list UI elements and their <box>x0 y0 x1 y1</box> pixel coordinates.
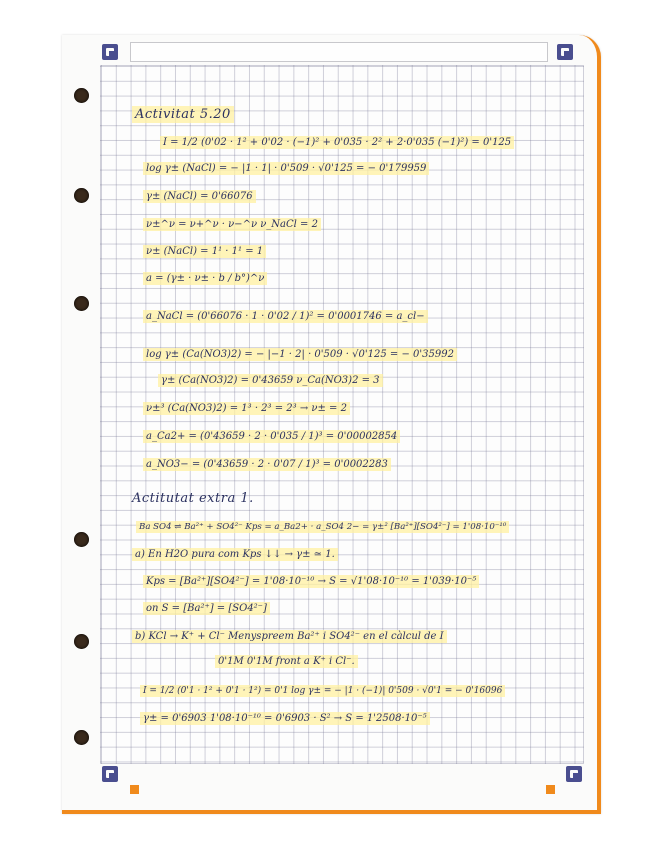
orange-square-icon <box>546 785 555 794</box>
equation-line: ν± (NaCl) = 1¹ · 1¹ = 1 <box>143 245 266 259</box>
binder-hole-icon <box>74 532 89 547</box>
corner-logo-icon <box>566 766 582 782</box>
section-title: Actitutat extra 1. <box>132 491 254 506</box>
binder-hole-icon <box>74 730 89 745</box>
equation-line: 0'1M 0'1M front a K⁺ i Cl⁻. <box>215 655 358 669</box>
binder-hole-icon <box>74 188 89 203</box>
equation-line: log γ± (NaCl) = − |1 · 1| · 0'509 · √0'125 = − 0'179959 <box>143 162 429 176</box>
binder-hole-icon <box>74 634 89 649</box>
equation-line: a_NaCl = (0'66076 · 1 · 0'02 / 1)² = 0'0001746 = a_cl− <box>143 310 428 324</box>
equation-line: log γ± (Ca(NO3)2) = − |−1 · 2| · 0'509 · √0'125 = − 0'35992 <box>143 348 457 362</box>
equation-line: γ± (NaCl) = 0'66076 <box>143 190 256 204</box>
corner-logo-icon <box>102 44 118 60</box>
header-bar <box>130 42 548 62</box>
section-title: Activitat 5.20 <box>132 108 234 122</box>
corner-logo-icon <box>557 44 573 60</box>
equation-line: I = 1/2 (0'02 · 1² + 0'02 · (−1)² + 0'035 · 2² + 2·0'035 (−1)²) = 0'125 <box>160 136 514 150</box>
binder-hole-icon <box>74 88 89 103</box>
equation-line: a_NO3− = (0'43659 · 2 · 0'07 / 1)³ = 0'0002283 <box>143 458 391 472</box>
equation-line: γ± = 0'6903 1'08·10⁻¹⁰ = 0'6903 · S² → S = 1'2508·10⁻⁵ <box>140 712 430 726</box>
equation-line: a_Ca2+ = (0'43659 · 2 · 0'035 / 1)³ = 0'00002854 <box>143 430 400 444</box>
orange-square-icon <box>130 785 139 794</box>
equation-line: ν±^ν = ν+^ν · ν−^ν ν_NaCl = 2 <box>143 218 321 232</box>
equation-line: a) En H2O pura com Kps ↓↓ → γ± ≃ 1. <box>132 548 338 562</box>
equation-line: Kps = [Ba²⁺][SO4²⁻] = 1'08·10⁻¹⁰ → S = √1'08·10⁻¹⁰ = 1'039·10⁻⁵ <box>143 575 479 589</box>
equation-line: I = 1/2 (0'1 · 1² + 0'1 · 1²) = 0'1 log γ± = − |1 · (−1)| 0'509 · √0'1 = − 0'16096 <box>140 684 505 698</box>
equation-line: ν±³ (Ca(NO3)2) = 1³ · 2³ = 2³ → ν± = 2 <box>143 402 350 416</box>
equation-line: a = (γ± · ν± · b / b°)^ν <box>143 272 267 286</box>
corner-logo-icon <box>102 766 118 782</box>
equation-line: on S = [Ba²⁺] = [SO4²⁻] <box>143 602 270 616</box>
equation-line: Ba SO4 ⇌ Ba²⁺ + SO4²⁻ Kps = a_Ba2+ · a_SO4 2− = γ±² [Ba²⁺][SO4²⁻] = 1'08·10⁻¹⁰ <box>136 520 509 534</box>
binder-hole-icon <box>74 296 89 311</box>
equation-line: γ± (Ca(NO3)2) = 0'43659 ν_Ca(NO3)2 = 3 <box>158 374 383 388</box>
equation-line: b) KCl → K⁺ + Cl⁻ Menyspreem Ba²⁺ i SO4²⁻ en el càlcul de I <box>132 630 447 644</box>
